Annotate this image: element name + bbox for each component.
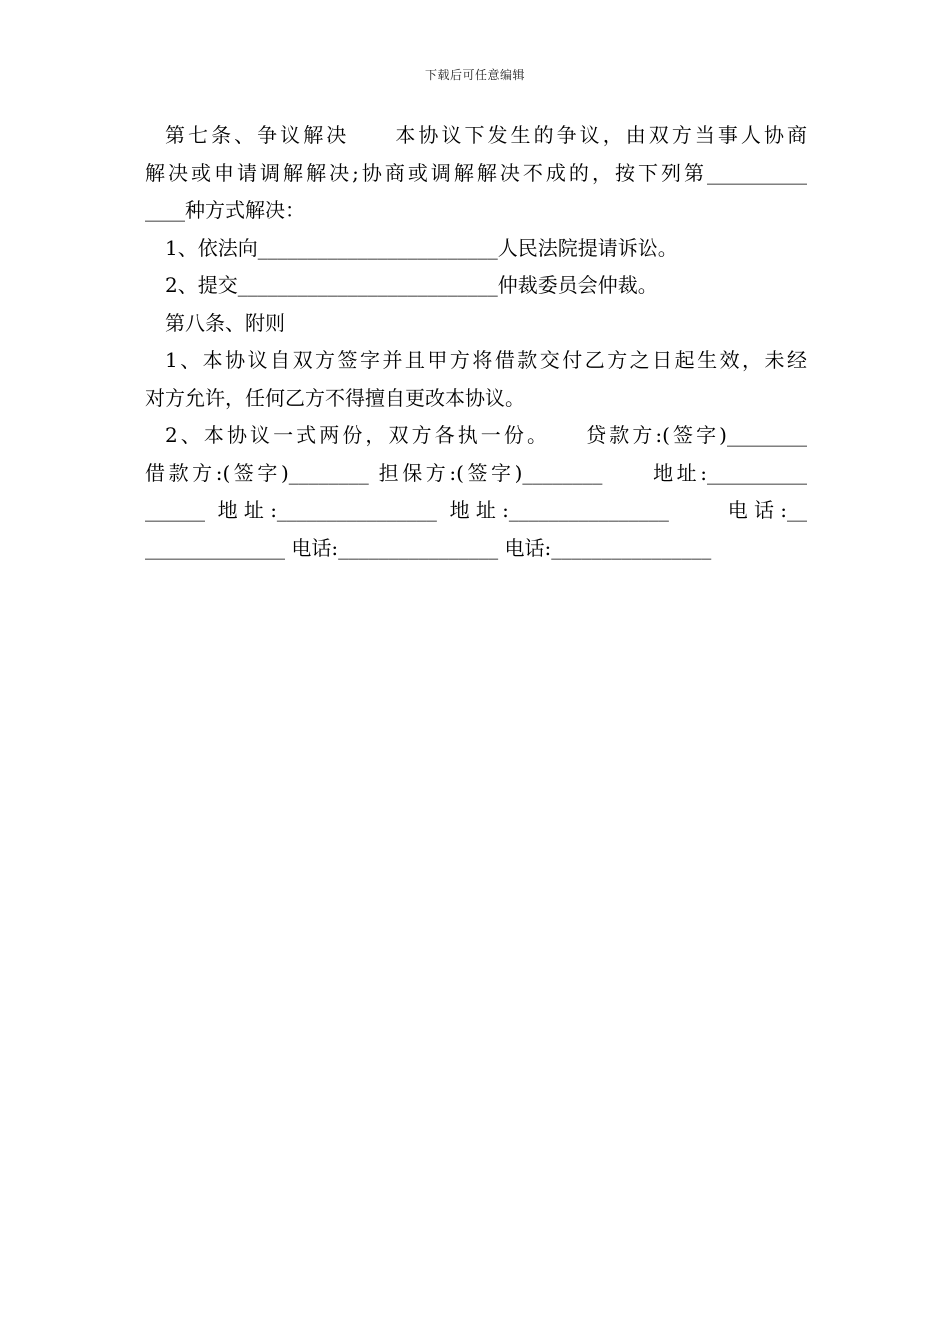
address-line: ______ 地址:________________ 地址:________________ 电话:__ xyxy=(145,498,807,522)
dispute-option-2: 2、提交__________________________仲裁委员会仲裁。 xyxy=(165,273,658,297)
page-header-note: 下载后可任意编辑 xyxy=(424,68,525,82)
signature-line-1: 借款方:(签字)________ 担保方:(签字)________ 地址:__________ xyxy=(145,460,807,485)
article-8-clause-2-line: 2、本协议一式两份，双方各执一份。 贷款方:(签字)________ xyxy=(165,423,807,447)
phone-line: ______________ 电话:________________ 电话:________________ xyxy=(145,535,712,560)
article-8-clause-1-line-2: 对方允许，任何乙方不得擅自更改本协议。 xyxy=(145,385,525,410)
article-7-line-1: 第七条、争议解决 本协议下发生的争议，由双方当事人协商 xyxy=(165,123,807,147)
article-8-clause-1-line-1: 1、本协议自双方签字并且甲方将借款交付乙方之日起生效，未经 xyxy=(165,348,807,372)
document-body xyxy=(145,117,807,567)
article-8-heading: 第八条、附则 xyxy=(165,310,285,335)
article-7-line-3: ____种方式解决： xyxy=(145,198,305,222)
article-7-line-2: 解决或申请调解解决;协商或调解解决不成的，按下列第__________ xyxy=(145,160,807,185)
dispute-option-1: 1、依法向________________________人民法院提请诉讼。 xyxy=(165,235,678,260)
